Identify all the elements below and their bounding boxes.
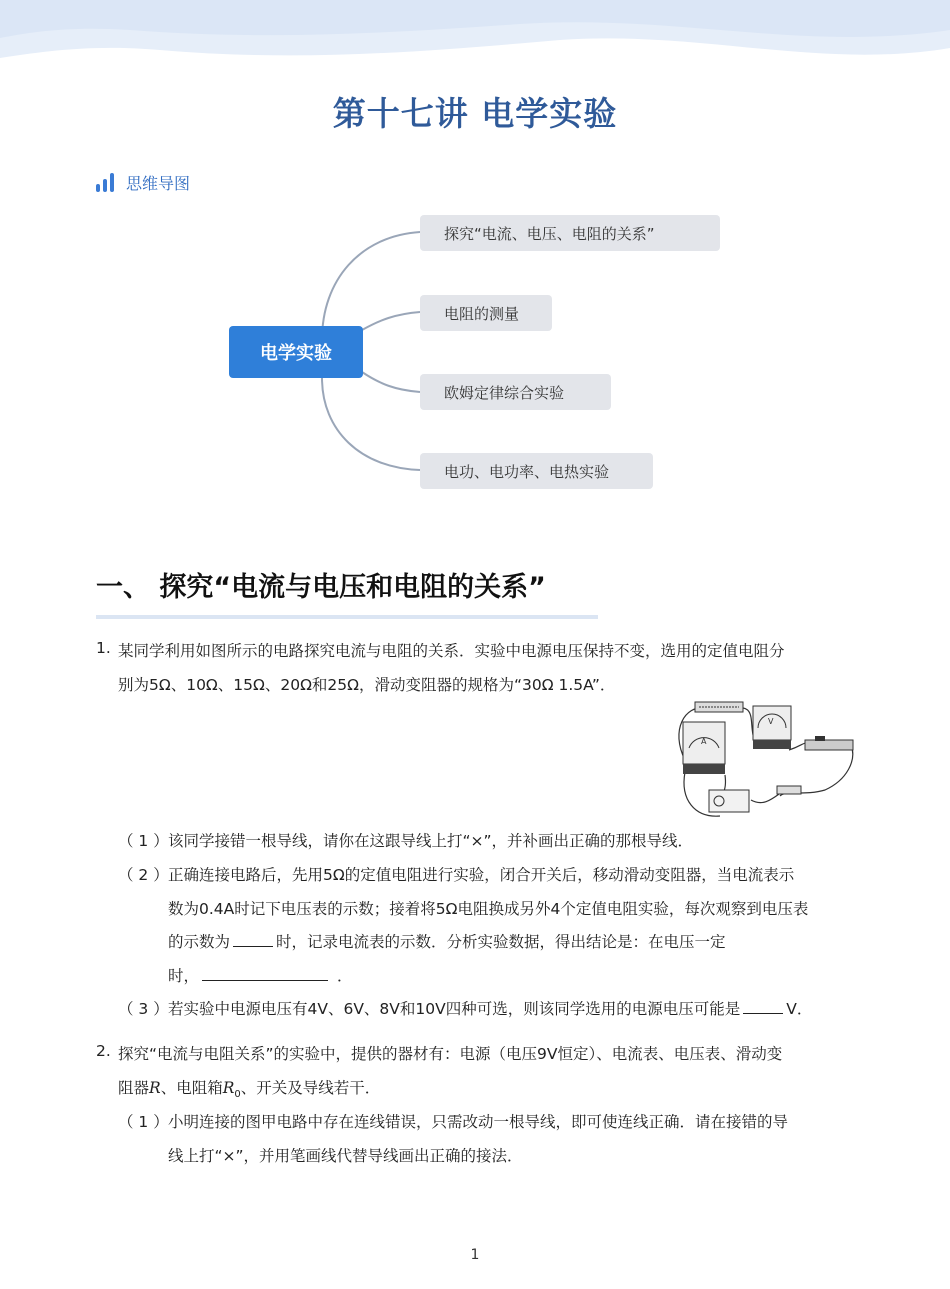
q1-part2-line-3a: 的示数为 [168, 933, 231, 951]
q1-part3-text [168, 997, 812, 1019]
q2-line2-a: 阻器 [118, 1079, 150, 1097]
q1-part3-text-a: 若实验中电源电压有4V、6V、8V和10V四种可选，则该同学选用的电源电压可能是 [168, 1000, 741, 1018]
q1-part3-label: （ 3 ） [118, 1000, 169, 1018]
q2-stem-line-1: 探究“电流与电阻关系”的实验中，提供的器材有：电源（电压9V恒定）、电流表、电压表、滑动变 [118, 1045, 783, 1063]
svg-text:V: V [768, 717, 774, 726]
q1-part1-label: （ 1 ） [118, 832, 169, 850]
q1-part2-line-2: 数为0.4A时记下电压表的示数；接着将5Ω电阻换成另外4个定值电阻实验，每次观察到电压表 [168, 900, 809, 918]
q1-part2-line-3 [168, 930, 726, 952]
mindmap-branch-3: 欧姆定律综合实验 [420, 374, 611, 410]
circuit-diagram-figure [665, 700, 855, 822]
mindmap-branch-1: 探究“电流、电压、电阻的关系” [420, 215, 720, 251]
q1-part2-label: （ 2 ） [118, 866, 169, 884]
q1-part1-text: 该同学接错一根导线，请你在这跟导线上打“×”，并补画出正确的那根导线． [168, 832, 694, 850]
mindmap-section-label [96, 170, 190, 194]
q2-part1-label: （ 1 ） [118, 1113, 169, 1131]
section-heading: 一、 探究“电流与电压和电阻的关系” [96, 572, 546, 603]
q1-stem-line-2: 别为5Ω、10Ω、15Ω、20Ω和25Ω，滑动变阻器的规格为“30Ω 1.5A”． [118, 676, 616, 694]
svg-text:A: A [701, 737, 707, 746]
page-number: 1 [470, 1247, 480, 1263]
header-wave-decoration [0, 0, 950, 80]
q2-line2-c: 、开关及导线若干． [240, 1079, 381, 1097]
q1-part2-line-3b: 时，记录电流表的示数．分析实验数据，得出结论是：在电压一定 [276, 933, 726, 951]
q1-part2-line-4 [168, 964, 353, 986]
q1-part2-line-1: 正确连接电路后，先用5Ω的定值电阻进行实验，闭合开关后，移动滑动变阻器，当电流表示 [168, 866, 795, 884]
mindmap-branch-4: 电功、电功率、电热实验 [420, 453, 653, 489]
q2-part1-line-2: 线上打“×”，并用笔画线代替导线画出正确的接法． [168, 1147, 523, 1165]
variable-R: R [149, 1079, 161, 1097]
answer-blank-source-voltage[interactable] [743, 998, 783, 1014]
mindmap-branch-2: 电阻的测量 [420, 295, 552, 331]
q2-stem-line-2 [118, 1076, 380, 1100]
q2-number: 2. [96, 1042, 111, 1060]
q1-part2-line-4a: 时， [168, 967, 200, 985]
answer-blank-conclusion[interactable] [202, 965, 328, 981]
bar-chart-icon [96, 172, 118, 192]
mindmap-root-node: 电学实验 [229, 326, 363, 378]
variable-R0: R [222, 1079, 235, 1097]
answer-blank-voltage[interactable] [233, 931, 273, 947]
q2-part1-line-1: 小明连接的图甲电路中存在连线错误，只需改动一根导线，即可使连线正确．请在接错的导 [168, 1113, 789, 1131]
page-title: 第十七讲 电学实验 [332, 94, 618, 133]
section-underline [96, 615, 598, 619]
q2-line2-b: 、电阻箱 [160, 1079, 223, 1097]
variable-R0-subscript: 0 [234, 1089, 241, 1101]
q1-part2-line-4b: ． [337, 967, 353, 985]
q1-stem-line-1: 某同学利用如图所示的电路探究电流与电阻的关系．实验中电源电压保持不变，选用的定值电阻分 [118, 642, 785, 660]
q1-part3-text-b: V． [786, 1000, 813, 1018]
mindmap-label-text: 思维导图 [126, 173, 191, 193]
q1-number: 1. [96, 639, 111, 657]
